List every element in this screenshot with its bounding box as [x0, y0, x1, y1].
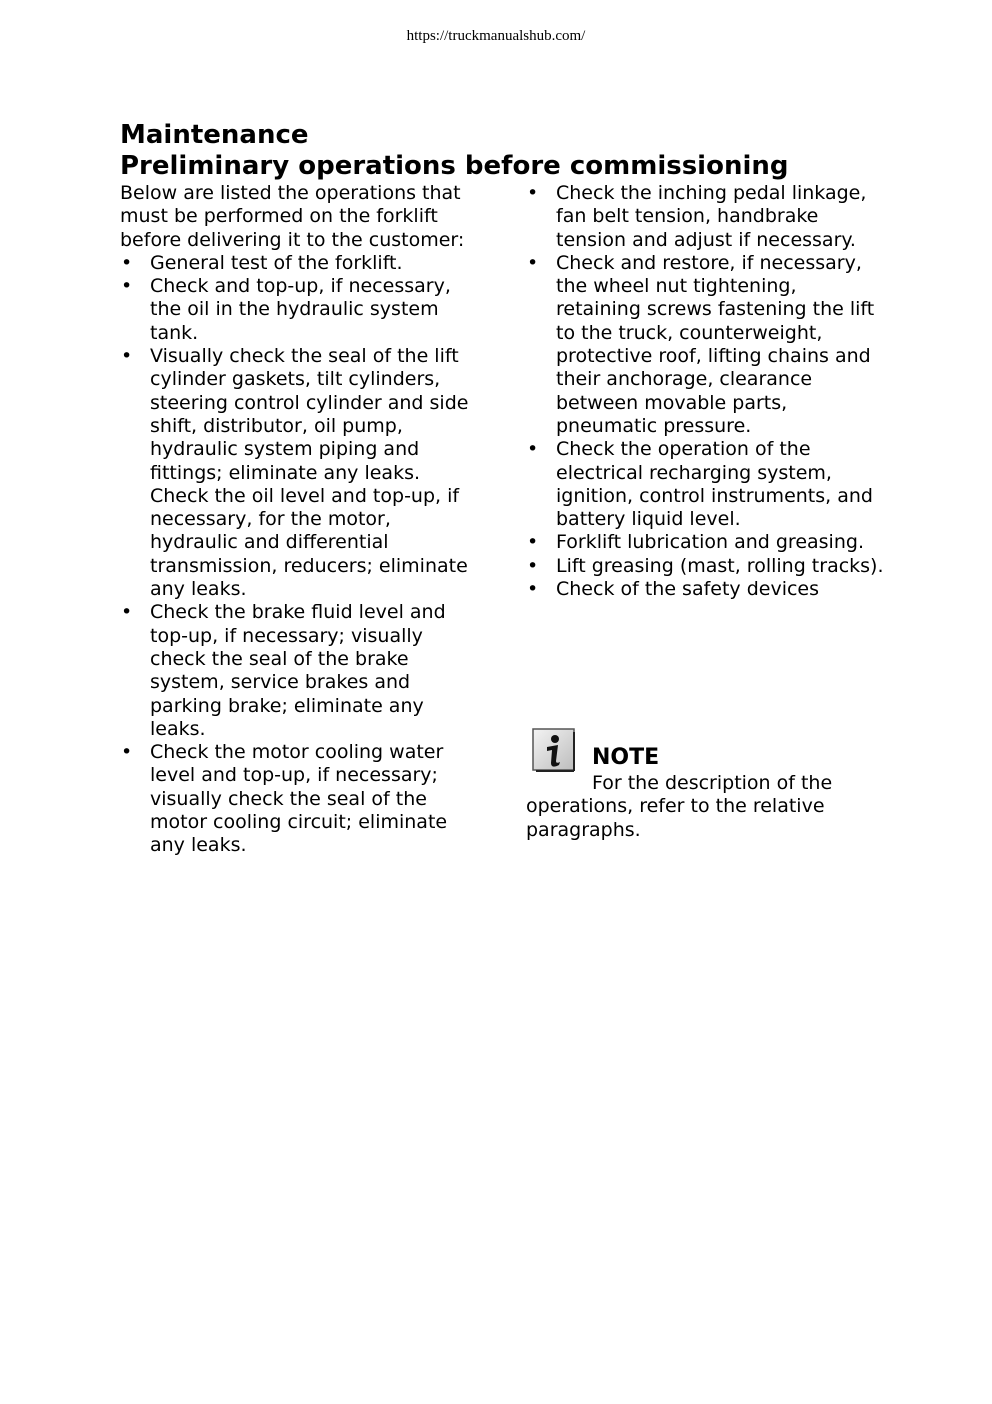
left-bullet-list	[120, 252, 470, 858]
list-item: • Check and top-up, if necessary, the oil in the hydraulic system tank.	[120, 275, 470, 345]
note-label: NOTE	[592, 745, 660, 770]
list-item: • Check the brake fluid level and top-up, if necessary; visually check the seal of the brake system, service brakes and parking brake; eliminate any leaks.	[120, 601, 470, 741]
list-item: • Check and restore, if necessary, the wheel nut tightening, retaining screws fastening the lift to the truck, counterweight, protective roof, lifting chains and their anchorage, clearance between movable parts, pneumatic pressure.	[526, 252, 886, 438]
list-item: • Check the operation of the electrical recharging system, ignition, control instruments, and battery liquid level.	[526, 438, 886, 531]
source-url: https://truckmanualshub.com/	[406, 28, 586, 44]
list-item: • Check of the safety devices	[526, 578, 886, 601]
list-item: • General test of the forklift.	[120, 252, 470, 275]
info-icon	[532, 728, 576, 772]
note-text: For the description of the operations, refer to the relative paragraphs.	[526, 772, 833, 841]
list-item: • Visually check the seal of the lift cylinder gaskets, tilt cylinders, steering control cylinder and side shift, distributor, oil pump, hydraulic system piping and fittings; eliminate any leaks. Check the oil level and top-up, if necessary, for the motor, hydraulic and differential transmission, reducers; eliminate any leaks.	[120, 345, 470, 601]
title-section: Maintenance	[120, 120, 309, 150]
list-item: • Check the motor cooling water level and top-up, if necessary; visually check the seal of the motor cooling circuit; eliminate any leaks.	[120, 741, 470, 857]
intro-paragraph: Below are listed the operations that must be performed on the forklift before delivering it to the customer:	[120, 182, 465, 251]
list-item: • Forklift lubrication and greasing.	[526, 531, 886, 554]
list-item: • Lift greasing (mast, rolling tracks).	[526, 555, 886, 578]
right-column	[526, 182, 886, 601]
title-subsection: Preliminary operations before commissioning	[120, 151, 789, 181]
left-column	[120, 182, 470, 858]
right-bullet-list	[526, 182, 886, 601]
list-item: • Check the inching pedal linkage, fan belt tension, handbrake tension and adjust if necessary.	[526, 182, 886, 252]
note-box	[526, 728, 886, 842]
page-title	[120, 120, 789, 182]
